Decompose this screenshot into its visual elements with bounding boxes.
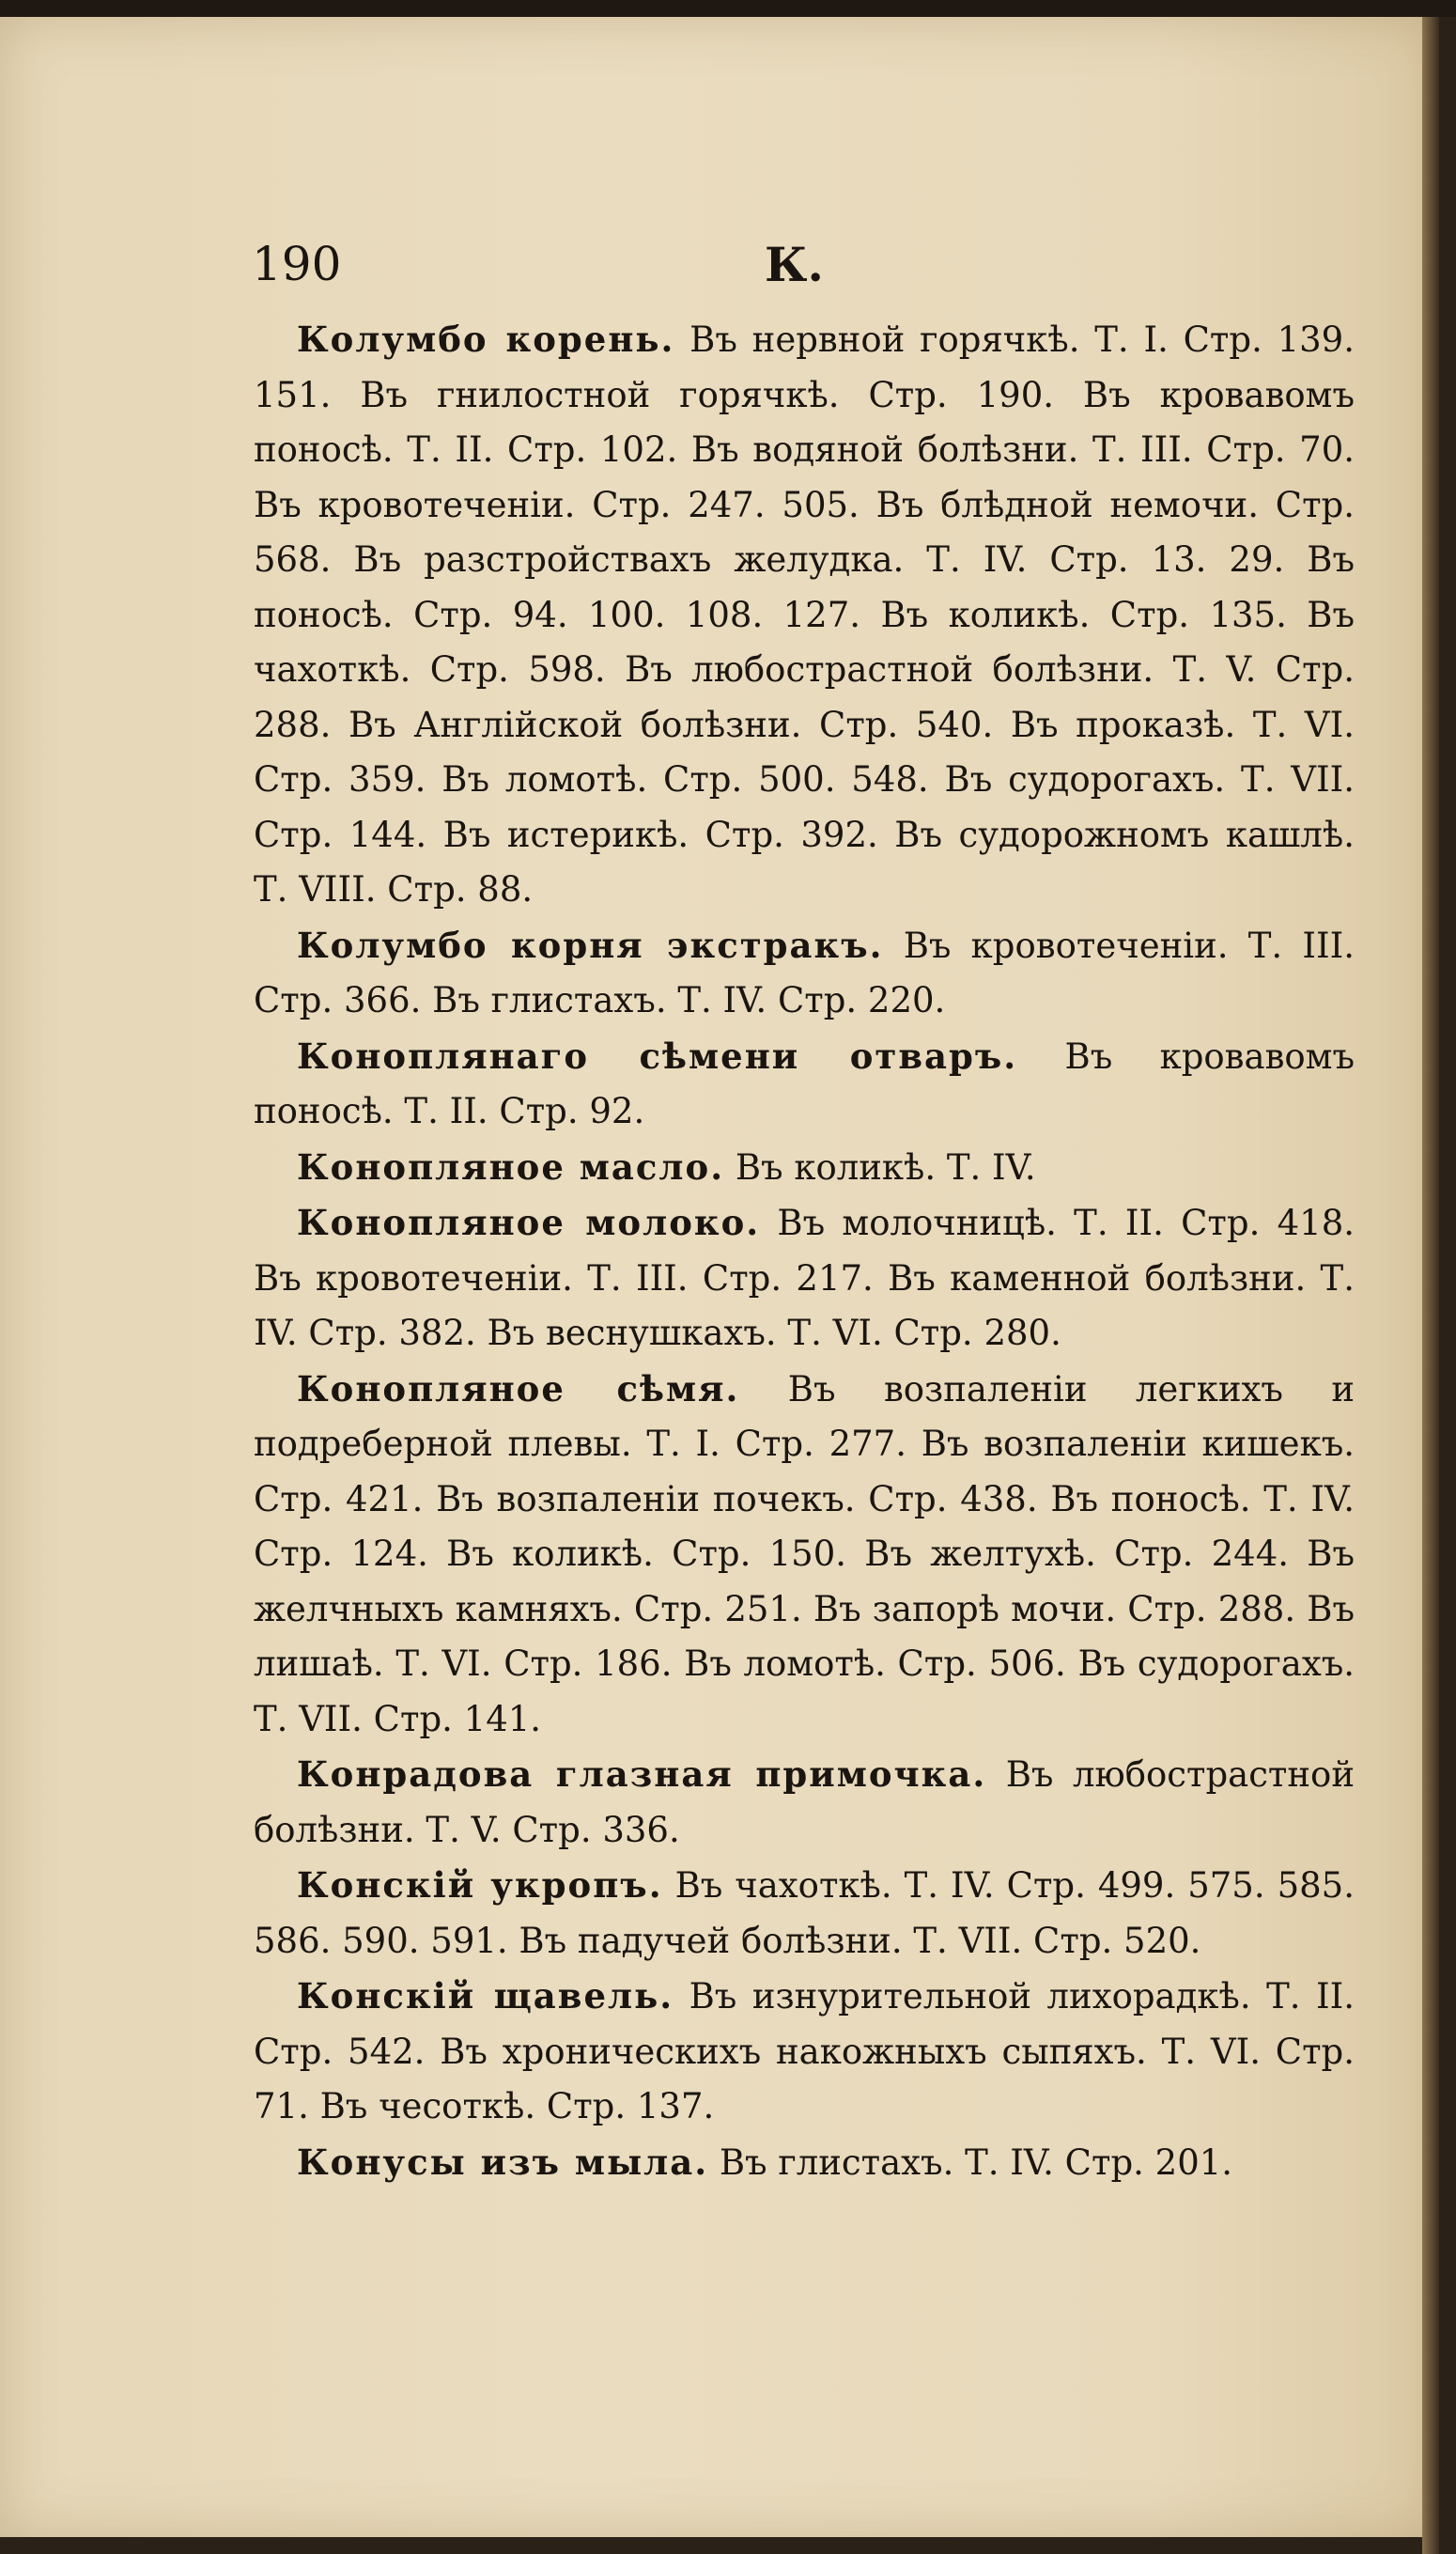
index-entry [254,1362,1355,1748]
index-entry [254,1195,1355,1362]
entry-text: Въ глистахъ. Т. IV. Стр. 201. [708,2141,1233,2183]
top-page-edge [0,0,1456,17]
entry-term: Коноплянаго сѣмени отваръ. [297,1035,1018,1077]
entry-term: Колумбо корня экстракъ. [297,924,884,966]
index-entry [254,1747,1355,1858]
entry-term: Колумбо корень. [297,319,675,360]
index-entry [254,1969,1355,2135]
entry-text: Въ кровавомъ поносѣ. Т. II. Стр. 92. [254,1036,1355,1131]
index-entry [254,1140,1355,1196]
entry-text: Въ чахоткѣ. Т. IV. Стр. 499. 575. 585. 586. 590. 591. Въ падучей болѣзни. Т. VII. Стр. 520. [254,1865,1355,1961]
entry-term: Конрадова глазная примочка. [297,1753,987,1795]
entry-text: Въ нервной горячкѣ. Т. I. Стр. 139. 151. Въ гнилостной горячкѣ. Стр. 190. Въ кровавомъ поносѣ. Т. II. Стр. 102. Въ водяной болѣзни. Т. III. Стр. 70. Въ кровотеченіи. Стр. 247. 505. Въ блѣдной немочи. Стр. 568. Въ разстройствахъ желудка. Т. IV. Стр. 13. 29. Въ поносѣ. Стр. 94. 100. 108. 127. Въ коликѣ. Стр. 135. Въ чахоткѣ. Стр. 598. Въ любострастной болѣзни. Т. V. Стр. 288. Въ Англійской болѣзни. Стр. 540. Въ проказѣ. Т. VI. Стр. 359. Въ ломотѣ. Стр. 500. 548. Въ судорогахъ. Т. VII. Стр. 144. Въ истерикѣ. Стр. 392. Въ судорожномъ кашлѣ. Т. VIII. Стр. 88. [254,319,1355,910]
entry-term: Конскій укропъ. [297,1864,663,1906]
index-entry [254,312,1355,918]
running-head: К. [765,237,824,292]
entry-term: Конопляное молоко. [297,1202,761,1243]
page-edge-shadow [1422,17,1439,2554]
entry-text: Въ любострастной болѣзни. Т. V. Стр. 336. [254,1754,1355,1850]
entry-term: Конусы изъ мыла. [297,2141,709,2183]
index-entry [254,1858,1355,1969]
entry-term: Конопляное масло. [297,1145,725,1188]
index-entry [254,2135,1355,2191]
entry-text: Въ изнурительной лихорадкѣ. Т. II. Стр. 542. Въ хроническихъ накожныхъ сыпяхъ. Т. VI. Стр. 71. Въ чесоткѣ. Стр. 137. [254,1976,1355,2126]
entry-text: Въ молочницѣ. Т. II. Стр. 418. Въ кровотеченіи. Т. III. Стр. 217. Въ каменной болѣзни. Т. IV. Стр. 382. Въ веснушкахъ. Т. VI. Стр. 280. [254,1203,1355,1353]
entry-text: Въ кровотеченіи. Т. III. Стр. 366. Въ глистахъ. Т. IV. Стр. 220. [254,925,1355,1020]
entry-text: Въ коликѣ. Т. IV. [724,1146,1036,1188]
entry-text: Въ возпаленіи легкихъ и подреберной плевы. Т. I. Стр. 277. Въ возпаленіи кишекъ. Стр. 421. Въ возпаленіи почекъ. Стр. 438. Въ поносѣ. Т. IV. Стр. 124. Въ коликѣ. Стр. 150. Въ желтухѣ. Стр. 244. Въ желчныхъ камняхъ. Стр. 251. Въ запорѣ мочи. Стр. 288. Въ лишаѣ. Т. VI. Стр. 186. Въ ломотѣ. Стр. 506. Въ судорогахъ. Т. VII. Стр. 141. [254,1368,1355,1739]
entry-term: Конопляное сѣмя. [297,1367,740,1409]
page-number: 190 [252,237,342,291]
index-entries [254,312,1355,2190]
index-entry [254,918,1355,1029]
index-entry [254,1029,1355,1140]
entry-term: Конскій щавель. [297,1975,674,2017]
page-header [252,237,1360,312]
